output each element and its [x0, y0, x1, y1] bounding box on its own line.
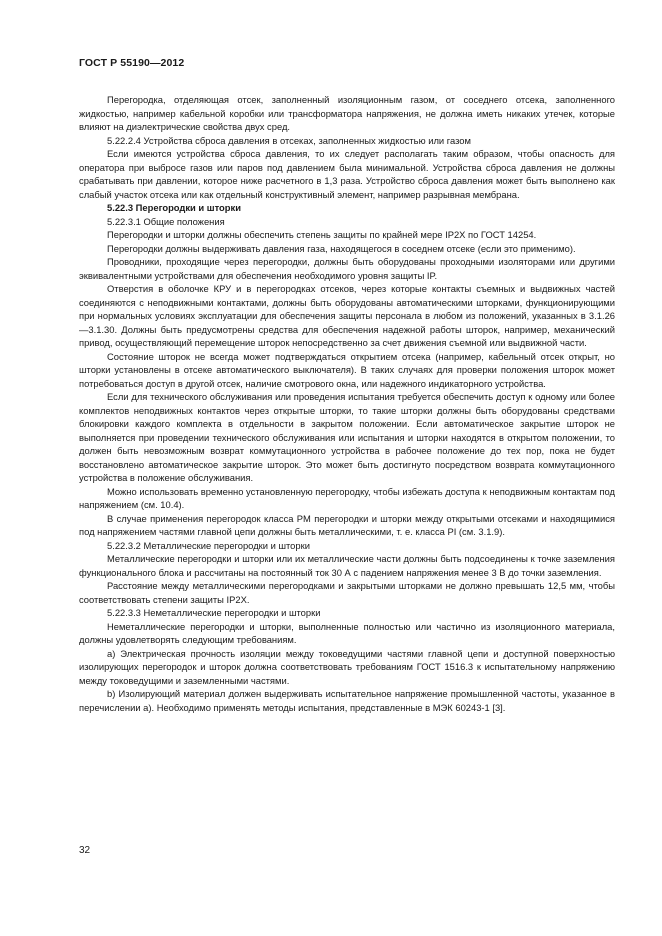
page-number: 32	[79, 845, 91, 856]
paragraph: Перегородки и шторки должны обеспечить степень защиты по крайней мере IP2X по ГОСТ 14254.	[107, 229, 537, 240]
paragraph: Неметаллические перегородки и шторки, выполненные полностью или частично из изоляционного материала, должны удовлетворять следующим требованиям.	[79, 620, 615, 645]
paragraph: Состояние шторок не всегда может подтверждаться открытием отсека (например, кабельный отсек открыт, но шторки установлены в отсеке автоматического выключателя). В таких случаях для проверки положения шторок может потребоваться доступ в другой отсек, наличие смотрового окна, или надежного индикаторного устройства.	[79, 350, 615, 389]
paragraph: Отверстия в оболочке КРУ и в перегородках отсеков, через которые контакты съемных и выдвижных частей соединяются с неподвижными контактами, должны быть оборудованы автоматическими шторками, функционирующими при нормальных условиях эксплуатации для обеспечения защиты персонала в любом из положений, указанных в 3.1.26—3.1.30. Должны быть предусмотрены средства для обеспечения надежной работы шторок, например, механический привод, осуществляющий перемещение шторок непосредственно за счет движения съемной или выдвижной части.	[79, 283, 615, 348]
paragraph: Перегородка, отделяющая отсек, заполненный изоляционным газом, от соседнего отсека, заполненного жидкостью, например кабельной коробки или трансформатора напряжения, не должна иметь никаких утечек, которые влияют на диэлектрические свойства двух сред.	[79, 94, 615, 132]
subsection-heading: 5.22.3.2 Металлические перегородки и шторки	[107, 539, 310, 551]
paragraph: Металлические перегородки и шторки или их металлические части должны быть подсоединены к точке заземления функционального блока и рассчитаны на постоянный ток 30 А с падением напряжения менее 3 В до точки заземления.	[79, 553, 615, 578]
list-item-b: b) Изолирующий материал должен выдерживать испытательное напряжение промышленной частоты, указанное в перечислении a). Необходимо применять методы испытания, представленные в МЭК 60243-1 [3].	[79, 688, 615, 713]
document-body	[79, 93, 615, 714]
paragraph: Проводники, проходящие через перегородки, должны быть оборудованы проходными изоляторами или другими эквивалентными устройствами для обеспечения необходимого уровня защиты IP.	[79, 256, 615, 281]
paragraph: Если имеются устройства сброса давления, то их следует располагать таким образом, чтобы опасность для оператора при выбросе газов или паров под давлением была минимальной. Устройства сброса давления не должны срабатывать при давлении, которое ниже расчетного в 1,3 раза. Устройство сброса давления может быть выполнено как слабый участок отсека или как отдельный конструктивный элемент, например разрывная мембрана.	[79, 148, 615, 200]
section-heading: 5.22.3 Перегородки и шторки	[107, 202, 241, 213]
document-header-id: ГОСТ Р 55190—2012	[79, 57, 185, 69]
list-item-a: a) Электрическая прочность изоляции между токоведущими частями главной цепи и доступной поверхностью изолирующих перегородок и шторок должна соответствовать требованиям ГОСТ 1516.3 к испытательному напряжению между токоведущими и заземленными частями.	[79, 647, 615, 686]
paragraph: Можно использовать временно установленную перегородку, чтобы избежать доступа к неподвижным контактам под напряжением (см. 10.4).	[79, 485, 615, 510]
subsection-heading: 5.22.3.1 Общие положения	[107, 215, 225, 227]
subsection-heading: 5.22.2.4 Устройства сброса давления в отсеках, заполненных жидкостью или газом	[107, 134, 471, 146]
paragraph: В случае применения перегородок класса PM перегородки и шторки между открытыми отсеками и находящимися под напряжением частями главной цепи должны быть металлическими, т. е. класса PI (см. 3.1.9).	[79, 512, 615, 537]
paragraph: Если для технического обслуживания или проведения испытания требуется обеспечить доступ к одному или более комплектов неподвижных контактов через открытые шторки, то такие шторки должны быть оборудованы средствами блокировки каждого комплекта в отдельности в закрытом положении. Если автоматическое закрытие шторок не выполняется при проведении технического обслуживания или испытания и шторки находятся в открытом положении, то должен быть невозможным возврат коммутационного устройства в рабочее положение до тех пор, пока не будет восстановлено автоматическое закрытие шторок. Это может быть достигнуто посредством возврата коммутационного устройства в положение обслуживания.	[79, 391, 615, 483]
paragraph: Расстояние между металлическими перегородками и закрытыми шторками не должно превышать 12,5 мм, чтобы соответствовать степени защиты IP2X.	[79, 580, 615, 605]
subsection-heading: 5.22.3.3 Неметаллические перегородки и шторки	[107, 607, 321, 618]
paragraph: Перегородки должны выдерживать давления газа, находящегося в соседнем отсеке (если это применимо).	[107, 242, 576, 254]
